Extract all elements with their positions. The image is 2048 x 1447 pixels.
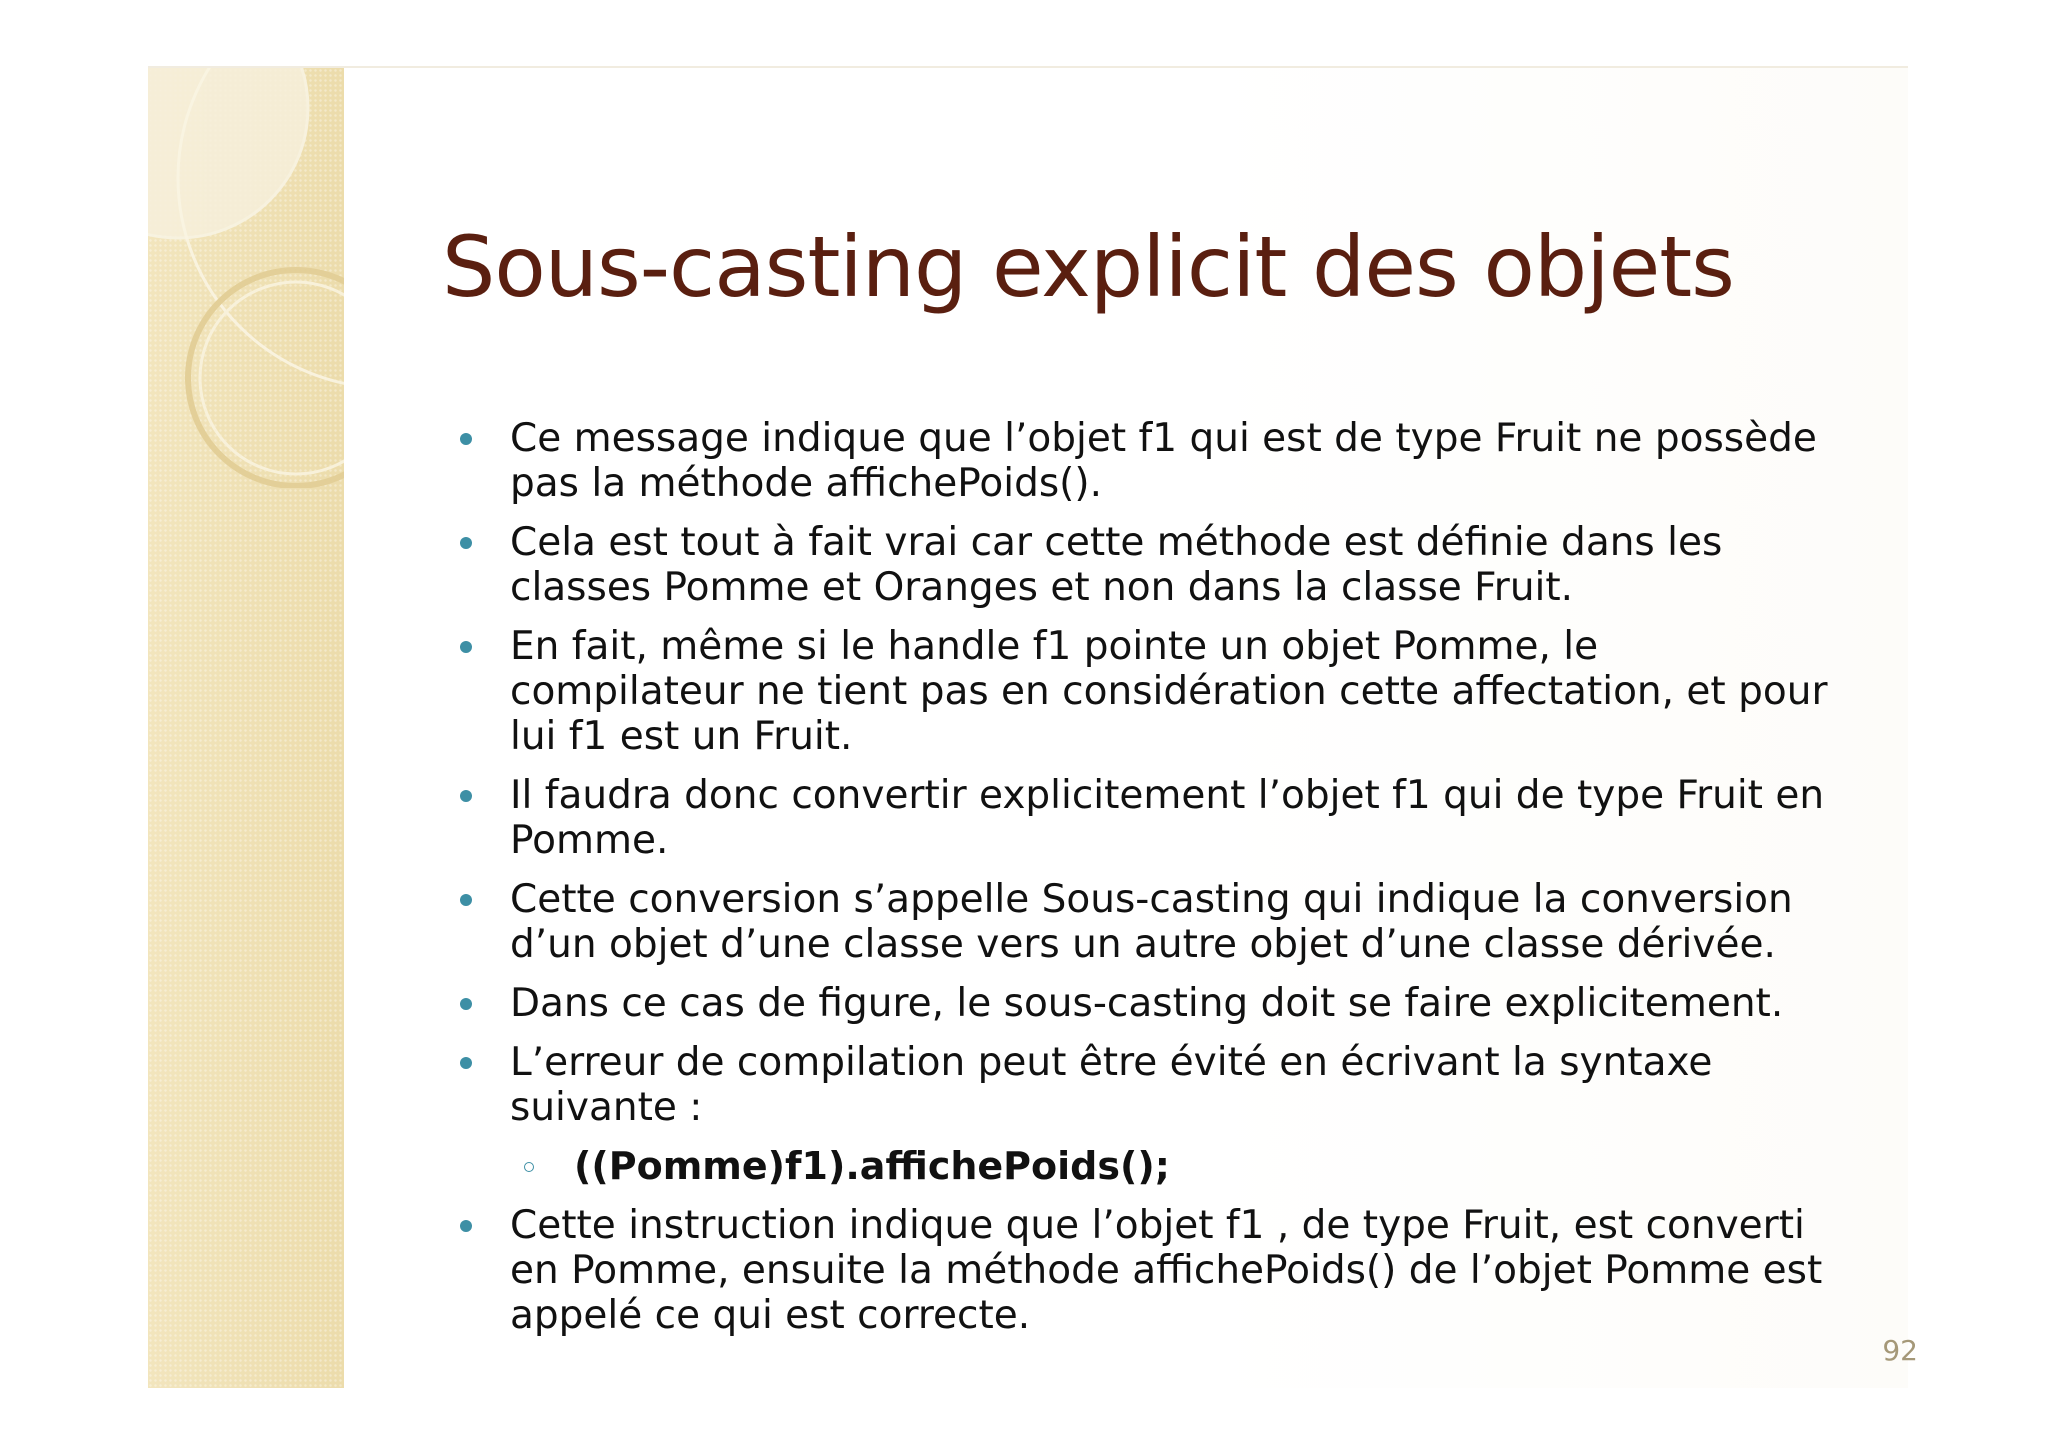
bullet-text: Cette conversion s’appelle Sous-casting qui indique la conversion d’un objet d’une classe vers un autre objet d’une classe dérivée.: [510, 877, 1793, 967]
code-line: ((Pomme)f1).affichePoids();: [574, 1144, 1170, 1188]
bullet-item: [442, 877, 1842, 967]
bullet-dot-icon: [460, 537, 472, 549]
bullet-item: [442, 416, 1842, 506]
bullet-item: [442, 520, 1842, 610]
sub-bullet-ring-icon: [524, 1162, 534, 1172]
bullet-item: [442, 624, 1842, 759]
page-number: 92: [1882, 1334, 1918, 1367]
bullet-dot-icon: [460, 790, 472, 802]
code-sub-bullet: [442, 1144, 1842, 1189]
bullet-item: [442, 773, 1842, 863]
decorative-sidebar: [148, 68, 344, 1388]
bullet-text: L’erreur de compilation peut être évité en écrivant la syntaxe suivante :: [510, 1040, 1713, 1130]
bullet-item: [442, 1040, 1842, 1130]
bullet-dot-icon: [460, 641, 472, 653]
decorative-circles-icon: [148, 68, 344, 488]
bullet-text: Il faudra donc convertir explicitement l’objet f1 qui de type Fruit en Pomme.: [510, 773, 1825, 863]
bullet-text: Dans ce cas de figure, le sous-casting doit se faire explicitement.: [510, 981, 1784, 1026]
bullet-dot-icon: [460, 433, 472, 445]
bullet-dot-icon: [460, 998, 472, 1010]
bullet-text: Ce message indique que l’objet f1 qui est de type Fruit ne possède pas la méthode affichePoids().: [510, 416, 1817, 506]
bullet-text: Cela est tout à fait vrai car cette méthode est définie dans les classes Pomme et Oranges et non dans la classe Fruit.: [510, 520, 1723, 610]
bullet-item: [442, 1203, 1842, 1338]
slide: [148, 66, 1918, 1388]
slide-title: Sous-casting explicit des objets: [442, 218, 1734, 316]
bullet-dot-icon: [460, 894, 472, 906]
bullet-item: [442, 981, 1842, 1026]
bullet-dot-icon: [460, 1057, 472, 1069]
bullet-dot-icon: [460, 1220, 472, 1232]
bullet-text: En fait, même si le handle f1 pointe un objet Pomme, le compilateur ne tient pas en considération cette affectation, et pour lui f1 est un Fruit.: [510, 624, 1828, 759]
bullet-text: Cette instruction indique que l’objet f1 , de type Fruit, est converti en Pomme, ensuite la méthode affichePoids() de l’objet Pomme est appelé ce qui est correcte.: [510, 1203, 1823, 1338]
bullet-list: [442, 416, 1842, 1352]
